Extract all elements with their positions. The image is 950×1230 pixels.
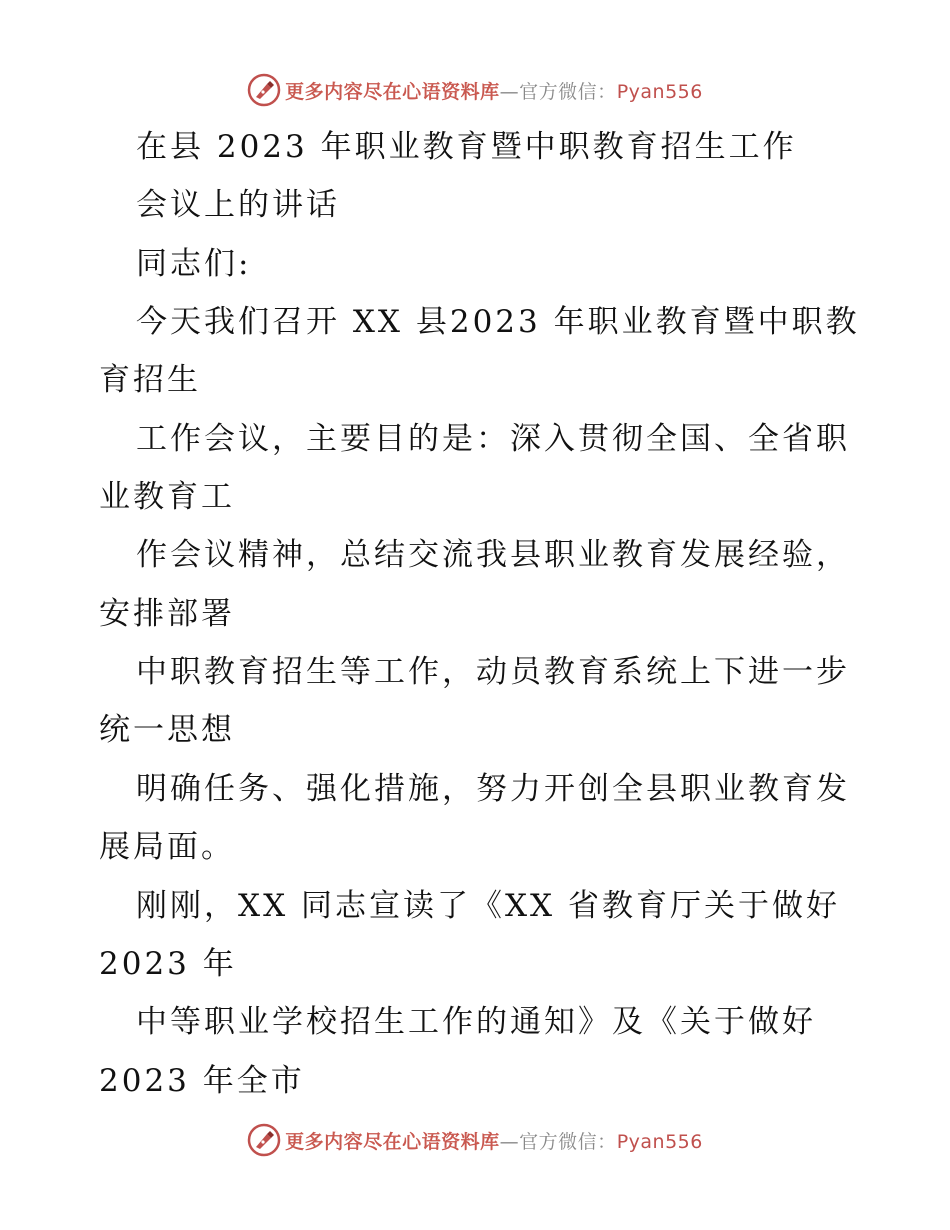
salutation: 同志们:	[136, 246, 252, 282]
body-line: 统一思想	[99, 712, 235, 748]
body-line: 中职教育招生等工作，动员教育系统上下进一步	[136, 654, 850, 690]
body-line: 明确任务、强化措施，努力开创全县职业教育发	[136, 771, 850, 807]
watermark-wechat-label: 官方微信：	[519, 80, 617, 103]
body-line: 安排部署	[99, 596, 235, 632]
watermark-separator: —	[499, 80, 520, 103]
body-line: 展局面。	[99, 829, 235, 865]
body-line: 作会议精神，总结交流我县职业教育发展经验，	[136, 537, 850, 573]
watermark-wechat-id: Pyan556	[616, 80, 703, 103]
title-line-2: 会议上的讲话	[136, 187, 340, 223]
body-line: 今天我们召开 XX 县2023 年职业教育暨中职教	[136, 304, 860, 340]
footer-watermark	[0, 1120, 950, 1160]
body-line: 中等职业学校招生工作的通知》及《关于做好	[136, 1004, 816, 1040]
title-line-1: 在县 2023 年职业教育暨中职教育招生工作	[136, 129, 797, 165]
body-line: 业教育工	[99, 479, 235, 515]
body-line: 工作会议，主要目的是：深入贯彻全国、全省职	[136, 421, 850, 457]
watermark-wechat-label: 官方微信：	[519, 1130, 617, 1153]
body-line: 2023 年全市	[99, 1063, 305, 1099]
watermark-text	[285, 1127, 703, 1154]
watermark-wechat-id: Pyan556	[616, 1130, 703, 1153]
body-line: 2023 年	[99, 946, 237, 982]
watermark-main-text: 更多内容尽在心语资料库	[285, 1130, 500, 1153]
watermark-separator: —	[499, 1130, 520, 1153]
body-line: 刚刚，XX 同志宣读了《XX 省教育厅关于做好	[136, 888, 840, 924]
watermark-main-text: 更多内容尽在心语资料库	[285, 80, 500, 103]
body-line: 育招生	[99, 362, 201, 398]
pen-nib-logo-icon	[247, 1123, 281, 1157]
